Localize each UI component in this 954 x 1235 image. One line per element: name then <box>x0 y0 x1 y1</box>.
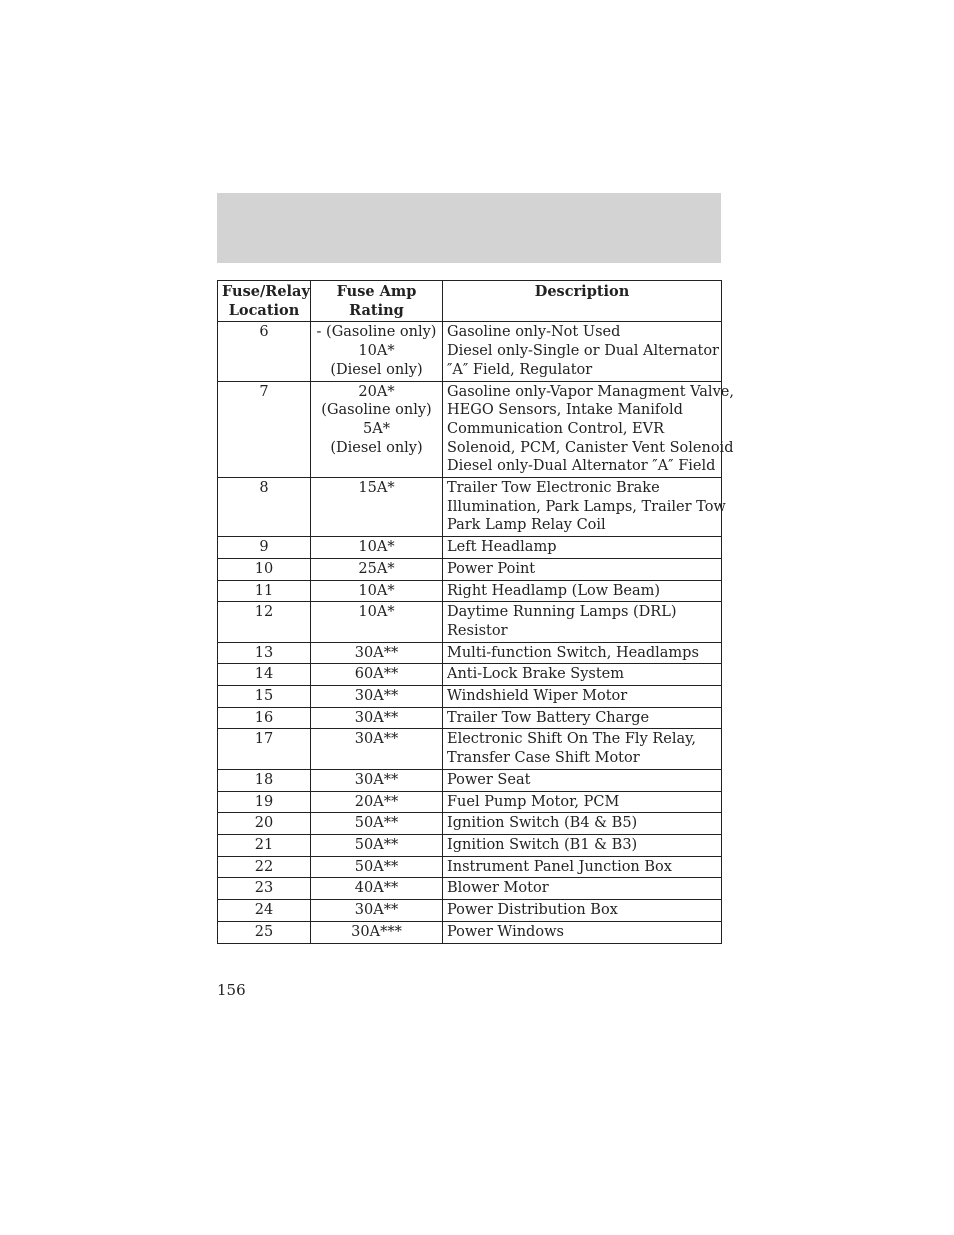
fuse-description-cell <box>443 322 722 381</box>
amp-line: 25A* <box>358 560 395 577</box>
fuse-location-cell: 19 <box>218 791 311 813</box>
fuse-location-cell: 25 <box>218 921 311 943</box>
fuse-description-cell <box>443 834 722 856</box>
description-line: Trailer Tow Electronic Brake <box>447 480 660 497</box>
fuse-amp-cell <box>311 791 443 813</box>
description-line: Communication Control, EVR <box>447 420 665 437</box>
fuse-table <box>217 280 734 944</box>
fuse-description-cell <box>443 900 722 922</box>
fuse-location-cell: 13 <box>218 642 311 664</box>
table-row <box>218 769 722 791</box>
description-line: Resistor <box>447 622 508 639</box>
description-line: Trailer Tow Battery Charge <box>447 709 650 726</box>
fuse-amp-cell <box>311 580 443 602</box>
description-line: Anti-Lock Brake System <box>447 666 624 683</box>
table-row <box>218 707 722 729</box>
table-row <box>218 813 722 835</box>
description-line: Windshield Wiper Motor <box>447 688 628 705</box>
fuse-amp-cell <box>311 381 443 478</box>
table-row <box>218 900 722 922</box>
description-line: Blower Motor <box>447 880 549 897</box>
fuse-amp-cell <box>311 322 443 381</box>
fuse-location-cell: 16 <box>218 707 311 729</box>
amp-line: 30A*** <box>351 923 402 940</box>
table-row <box>218 322 722 381</box>
description-line: Gasoline only-Vapor Managment Valve, <box>447 383 734 400</box>
header-location: Fuse/Relay Location <box>218 281 311 322</box>
amp-line: (Diesel only) <box>330 361 423 378</box>
amp-line: 50A** <box>354 858 399 875</box>
amp-line: 30A** <box>354 902 399 919</box>
table-row <box>218 602 722 642</box>
fuse-amp-cell <box>311 856 443 878</box>
fuse-description-cell <box>443 707 722 729</box>
fuse-location-cell: 6 <box>218 322 311 381</box>
amp-line: 10A* <box>358 582 395 599</box>
fuse-location-cell: 12 <box>218 602 311 642</box>
header-description: Description <box>443 281 722 322</box>
fuse-amp-cell <box>311 558 443 580</box>
table-row <box>218 478 722 537</box>
amp-line: 10A* <box>358 604 395 621</box>
fuse-description-cell <box>443 791 722 813</box>
description-line: Illumination, Park Lamps, Trailer Tow <box>447 498 726 515</box>
fuse-amp-cell <box>311 813 443 835</box>
fuse-description-cell <box>443 769 722 791</box>
fuse-description-cell <box>443 856 722 878</box>
table-row <box>218 856 722 878</box>
amp-line: 50A** <box>354 815 399 832</box>
fuse-description-cell <box>443 537 722 559</box>
fuse-amp-cell <box>311 478 443 537</box>
amp-line: 30A** <box>354 709 399 726</box>
fuse-location-cell: 8 <box>218 478 311 537</box>
table-row <box>218 381 722 478</box>
fuse-location-cell: 20 <box>218 813 311 835</box>
amp-line: 15A* <box>358 480 395 497</box>
description-line: Fuel Pump Motor, PCM <box>447 793 620 810</box>
description-line: Electronic Shift On The Fly Relay, <box>447 731 697 748</box>
fuse-amp-cell <box>311 921 443 943</box>
description-line: Instrument Panel Junction Box <box>447 858 672 875</box>
description-line: Park Lamp Relay Coil <box>447 517 606 534</box>
description-line: Diesel only-Single or Dual Alternator <box>447 343 719 360</box>
description-line: Diesel only-Dual Alternator ″A″ Field <box>447 458 716 475</box>
fuse-description-cell <box>443 664 722 686</box>
fuse-amp-cell <box>311 602 443 642</box>
amp-line: 60A** <box>354 666 399 683</box>
fuse-location-cell: 17 <box>218 729 311 769</box>
description-line: Power Windows <box>447 923 564 940</box>
amp-line: 10A* <box>358 343 395 360</box>
amp-line: 5A* <box>363 420 390 437</box>
description-line: Left Headlamp <box>447 539 557 556</box>
fuse-amp-cell <box>311 642 443 664</box>
table-row <box>218 921 722 943</box>
table-body <box>218 322 734 943</box>
table-row <box>218 642 722 664</box>
amp-line: (Gasoline only) <box>321 402 432 419</box>
description-line: Power Seat <box>447 771 531 788</box>
fuse-description-cell <box>443 813 722 835</box>
amp-line: (Diesel only) <box>330 439 423 456</box>
fuse-description-cell <box>443 381 734 478</box>
fuse-location-cell: 10 <box>218 558 311 580</box>
fuse-amp-cell <box>311 878 443 900</box>
amp-line: 30A** <box>354 644 399 661</box>
amp-line: 30A** <box>354 771 399 788</box>
page-number: 156 <box>217 981 246 999</box>
table-row <box>218 664 722 686</box>
amp-line: 30A** <box>354 688 399 705</box>
fuse-location-cell: 22 <box>218 856 311 878</box>
header-amp-rating: Fuse Amp Rating <box>311 281 443 322</box>
fuse-amp-cell <box>311 769 443 791</box>
fuse-description-cell <box>443 686 722 708</box>
amp-line: - (Gasoline only) <box>316 324 437 341</box>
fuse-description-cell <box>443 729 722 769</box>
fuse-amp-cell <box>311 729 443 769</box>
fuse-amp-cell <box>311 834 443 856</box>
description-line: Ignition Switch (B1 & B3) <box>447 836 638 853</box>
description-line: Transfer Case Shift Motor <box>447 750 640 767</box>
description-line: Power Point <box>447 560 536 577</box>
fuse-amp-cell <box>311 707 443 729</box>
table-row <box>218 878 722 900</box>
fuse-location-cell: 18 <box>218 769 311 791</box>
table-row <box>218 537 722 559</box>
amp-line: 20A* <box>358 383 395 400</box>
fuse-location-cell: 11 <box>218 580 311 602</box>
fuse-description-cell <box>443 558 722 580</box>
table-row <box>218 834 722 856</box>
description-line: HEGO Sensors, Intake Manifold <box>447 402 683 419</box>
section-header-band <box>217 193 721 263</box>
fuse-amp-cell <box>311 537 443 559</box>
fuse-location-cell: 23 <box>218 878 311 900</box>
amp-line: 10A* <box>358 539 395 556</box>
description-line: Ignition Switch (B4 & B5) <box>447 815 638 832</box>
description-line: Daytime Running Lamps (DRL) <box>447 604 677 621</box>
description-line: Power Distribution Box <box>447 902 618 919</box>
fuse-location-cell: 9 <box>218 537 311 559</box>
amp-line: 20A** <box>354 793 399 810</box>
table-row <box>218 791 722 813</box>
fuse-location-cell: 15 <box>218 686 311 708</box>
fuse-amp-cell <box>311 664 443 686</box>
fuse-location-cell: 7 <box>218 381 311 478</box>
description-line: Gasoline only-Not Used <box>447 324 621 341</box>
fuse-description-cell <box>443 602 722 642</box>
amp-line: 50A** <box>354 836 399 853</box>
amp-line: 30A** <box>354 731 399 748</box>
description-line: ″A″ Field, Regulator <box>447 361 593 378</box>
table-row <box>218 729 722 769</box>
fuse-amp-cell <box>311 900 443 922</box>
fuse-description-cell <box>443 580 722 602</box>
fuse-description-cell <box>443 921 722 943</box>
table-header-row <box>218 281 722 322</box>
table-row <box>218 558 722 580</box>
table-row <box>218 580 722 602</box>
fuse-description-cell <box>443 878 722 900</box>
fuse-location-cell: 14 <box>218 664 311 686</box>
fuse-location-cell: 24 <box>218 900 311 922</box>
fuse-location-cell: 21 <box>218 834 311 856</box>
description-line: Multi-function Switch, Headlamps <box>447 644 699 661</box>
description-line: Solenoid, PCM, Canister Vent Solenoid <box>447 439 734 456</box>
fuse-amp-cell <box>311 686 443 708</box>
description-line: Right Headlamp (Low Beam) <box>447 582 661 599</box>
fuse-description-cell <box>443 478 726 537</box>
amp-line: 40A** <box>354 880 399 897</box>
fuse-description-cell <box>443 642 722 664</box>
table-row <box>218 686 722 708</box>
